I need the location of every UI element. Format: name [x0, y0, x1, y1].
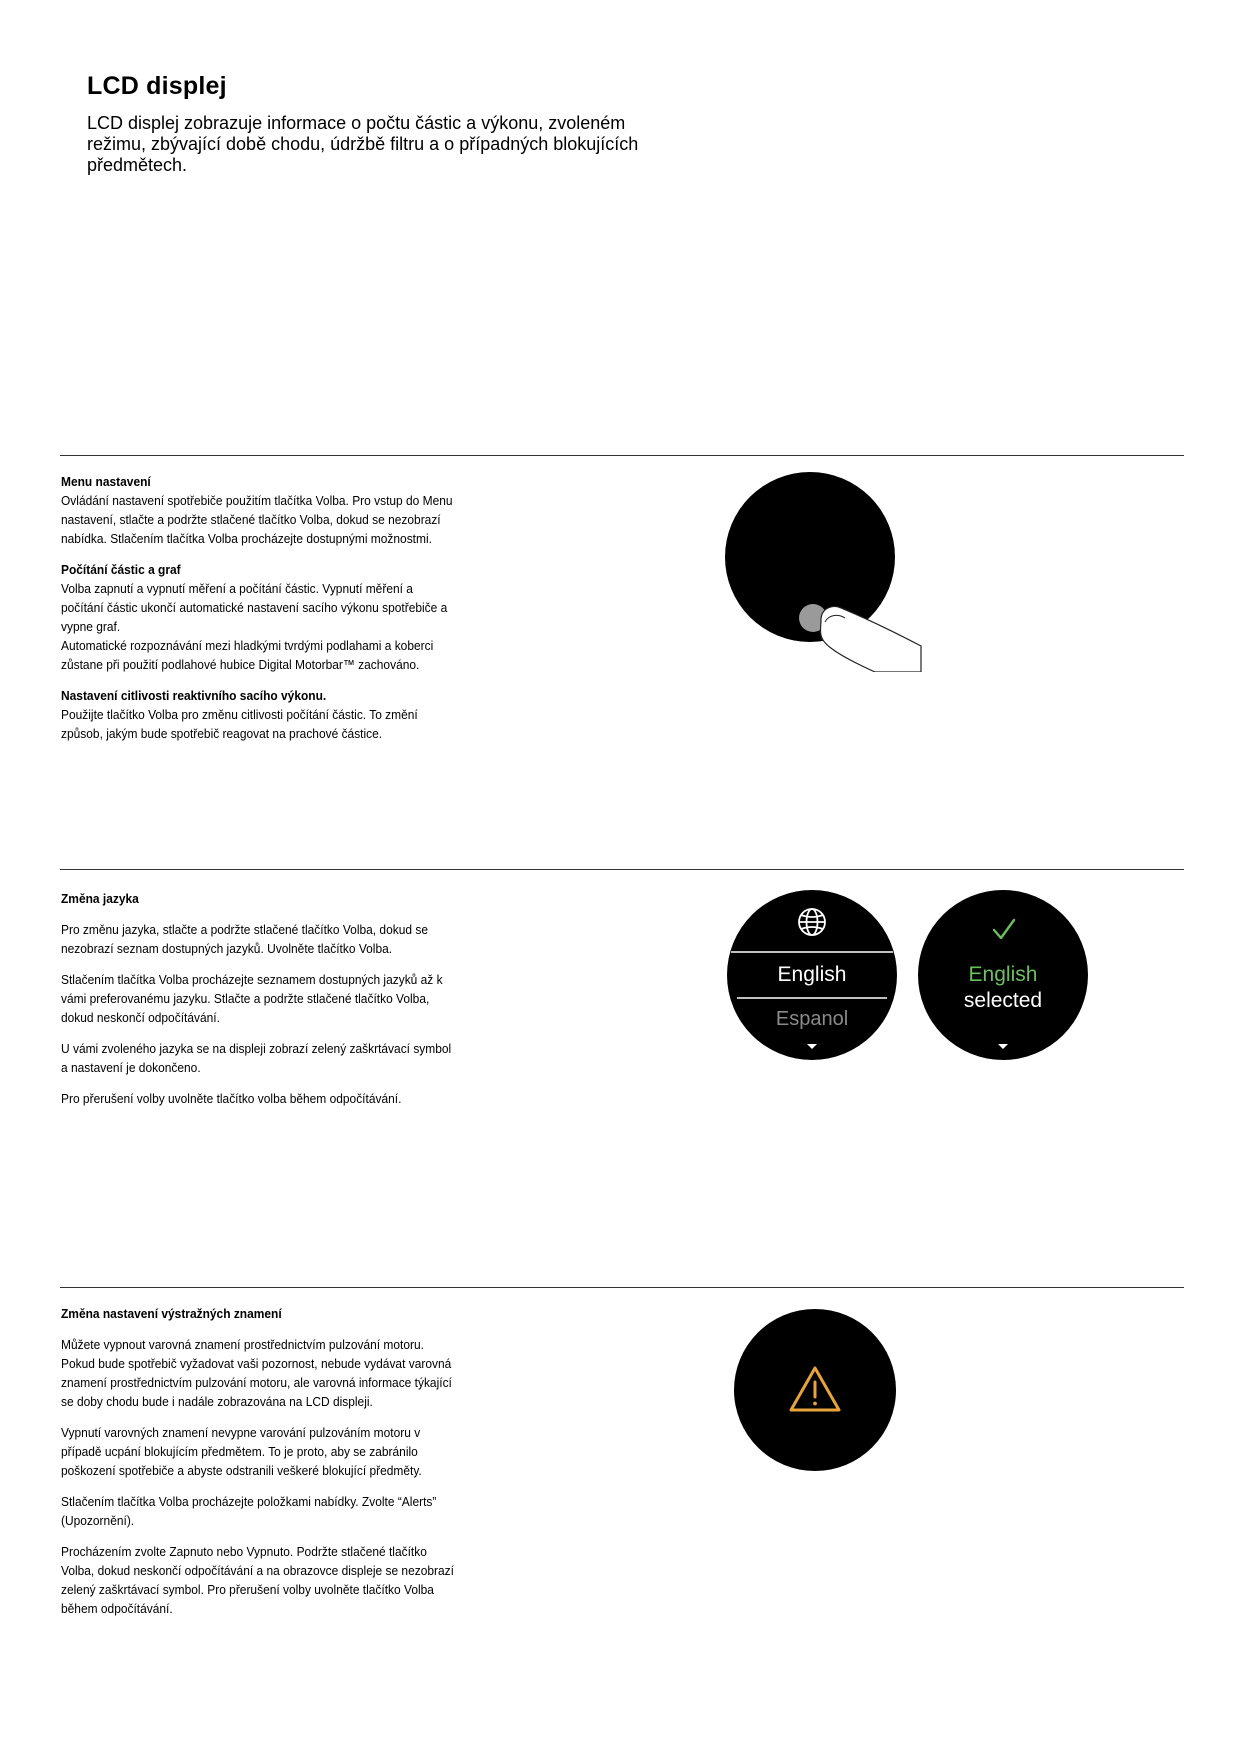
text-line: způsob, jakým bude spotřebič reagovat na prachové částice. — [61, 726, 383, 741]
text-line: (Upozornění). — [61, 1513, 135, 1528]
particle-count-block — [61, 560, 484, 674]
text-line: Procházením zvolte Zapnuto nebo Vypnuto. Podržte stlačené tlačítko — [61, 1544, 427, 1559]
language-list-display — [727, 890, 897, 1060]
text-line: Stlačením tlačítka Volba procházejte seznamem dostupných jazyků až k — [61, 972, 443, 987]
language-title: Změna jazyka — [61, 891, 139, 906]
text-line: Automatické rozpoznávání mezi hladkými tvrdými podlahami a koberci — [61, 638, 434, 653]
intro-line: režimu, zbývající době chodu, údržbě filtru a o případných blokujících — [87, 134, 639, 154]
alerts-paragraph — [61, 1542, 484, 1618]
text-line: dokud neskončí odpočítávání. — [61, 1010, 220, 1025]
text-line: Stlačením tlačítka Volba procházejte položkami nabídky. Zvolte “Alerts” — [61, 1494, 437, 1509]
language-paragraph — [61, 970, 484, 1027]
text-line: Ovládání nastavení spotřebiče použitím tlačítka Volba. Pro vstup do Menu — [61, 493, 453, 508]
language-selected-display — [918, 890, 1088, 1060]
alerts-paragraph — [61, 1423, 484, 1480]
text-line: Pro změnu jazyka, stlačte a podržte stlačené tlačítko Volba, dokud se — [61, 922, 428, 937]
language-paragraph — [61, 920, 484, 958]
text-line: znamení prostřednictvím pulzování motoru, ale varovná informace týkající — [61, 1375, 452, 1390]
menu-section-text — [61, 472, 484, 755]
particle-count-title: Počítání částic a graf — [61, 562, 181, 577]
alerts-section-text — [61, 1304, 484, 1630]
text-line: poškození spotřebiče a abyste odstranili veškeré blokující předměty. — [61, 1463, 422, 1478]
selected-status-label: selected — [963, 989, 1043, 1012]
language-paragraph — [61, 1089, 484, 1108]
text-line: nezobrazí seznam dostupných jazyků. Uvolněte tlačítko Volba. — [61, 941, 393, 956]
text-line: Můžete vypnout varovná znamení prostřednictvím pulzování motoru. — [61, 1337, 424, 1352]
text-line: Použijte tlačítko Volba pro změnu citlivosti počítání částic. To změní — [61, 707, 418, 722]
intro-line: předmětech. — [87, 155, 188, 175]
finger-press-figure — [725, 472, 925, 672]
text-line: Vypnutí varovných znamení nevypne varování pulzováním motoru v — [61, 1425, 421, 1440]
text-line: nastavení, stlačte a podržte stlačené tlačítko Volba, dokud se nezobrazí — [61, 512, 441, 527]
language-paragraph — [61, 1039, 484, 1077]
sensitivity-block — [61, 686, 484, 743]
alerts-display — [733, 1308, 897, 1472]
text-line: Volba zapnutí a vypnutí měření a počítání částic. Vypnutí měření a — [61, 581, 413, 596]
text-line: počítání částic ukončí automatické nastavení sacího výkonu spotřebiče a — [61, 600, 448, 615]
text-line: zůstane při použití podlahové hubice Digital Motorbar™ zachováno. — [61, 657, 420, 672]
text-line: se doby chodu bude i nadále zobrazována na LCD displeji. — [61, 1394, 373, 1409]
text-line: vámi preferovanému jazyku. Stlačte a podržte stlačené tlačítko Volba, — [61, 991, 430, 1006]
page-title: LCD displej — [87, 72, 227, 100]
section-divider — [60, 869, 1184, 870]
intro-section — [87, 72, 687, 176]
finger-press-button-icon — [725, 472, 925, 672]
intro-line: LCD displej zobrazuje informace o počtu částic a výkonu, zvoleném — [87, 113, 626, 133]
language-section-text — [61, 889, 484, 1120]
text-line: případě ucpání blokujícím předmětem. To je proto, aby se zabránilo — [61, 1444, 418, 1459]
text-line: nabídka. Stlačením tlačítka Volba procházejte dostupnými možnostmi. — [61, 531, 432, 546]
sensitivity-title: Nastavení citlivosti reaktivního sacího výkonu. — [61, 688, 327, 703]
text-line: Pokud bude spotřebič vyžadovat vaši pozornost, nebude vydávat varovná — [61, 1356, 452, 1371]
intro-text — [87, 113, 687, 176]
section-divider — [60, 455, 1184, 456]
text-line: Pro přerušení volby uvolněte tlačítko volba během odpočítávání. — [61, 1091, 402, 1106]
text-line: vypne graf. — [61, 619, 121, 634]
menu-block-title: Menu nastavení — [61, 474, 151, 489]
alerts-title: Změna nastavení výstražných znamení — [61, 1306, 282, 1321]
alerts-paragraph — [61, 1492, 484, 1530]
section-divider — [60, 1287, 1184, 1288]
text-line: během odpočítávání. — [61, 1601, 173, 1616]
text-line: a nastavení je dokončeno. — [61, 1060, 201, 1075]
next-language-label: Espanol — [775, 1008, 849, 1030]
current-language-label: English — [777, 963, 847, 986]
text-line: zelený zaškrtávací symbol. Pro přerušení volby uvolněte tlačítko Volba — [61, 1582, 434, 1597]
selected-language-label: English — [968, 963, 1038, 986]
alerts-paragraph — [61, 1335, 484, 1411]
text-line: U vámi zvoleného jazyka se na displeji zobrazí zelený zaškrtávací symbol — [61, 1041, 452, 1056]
menu-block — [61, 472, 484, 548]
text-line: Volba, dokud neskončí odpočítávání a na obrazovce displeje se nezobrazí — [61, 1563, 454, 1578]
